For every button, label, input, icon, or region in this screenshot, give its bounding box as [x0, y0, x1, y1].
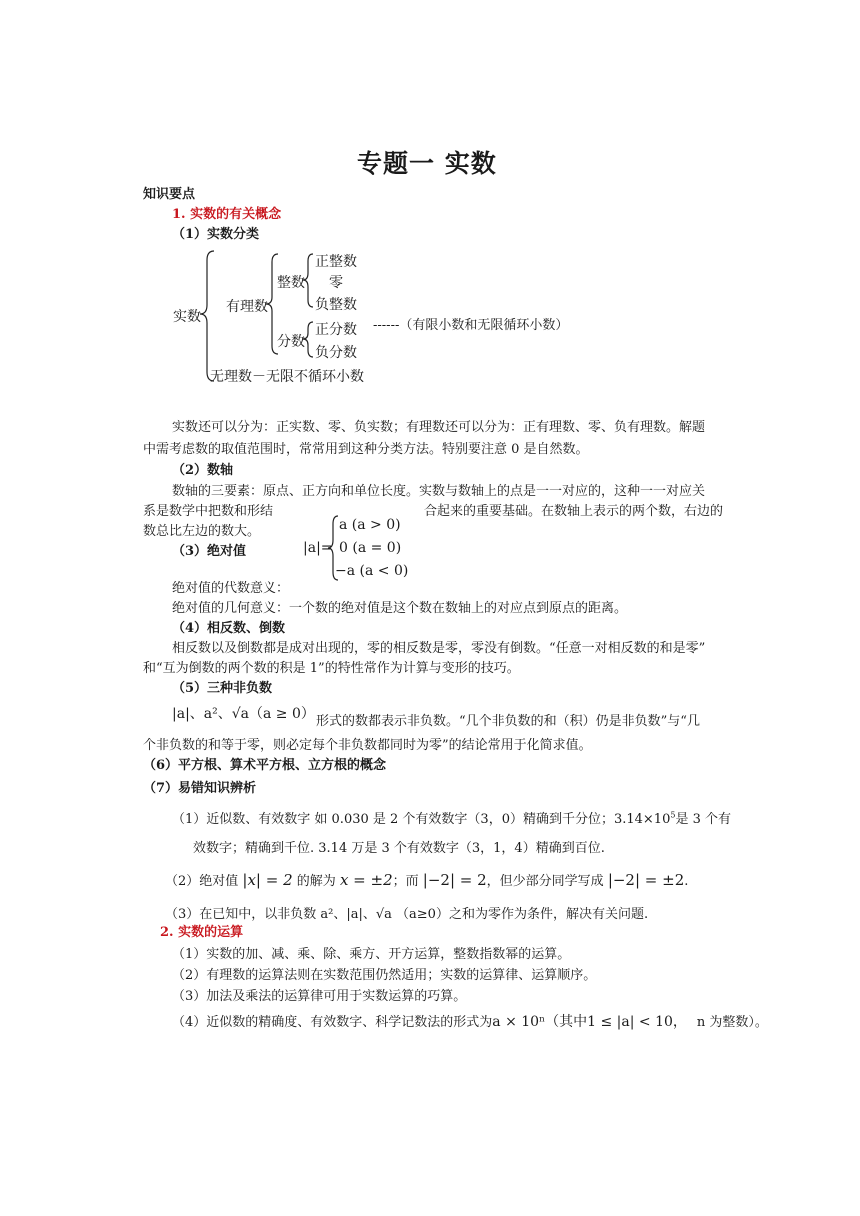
axis-line1: 数轴的三要素：原点、正方向和单位长度。实数与数轴上的点是一一对应的，这种一一对应关: [172, 484, 706, 499]
pitfall-1-exponent: 5: [670, 810, 676, 820]
classification-para-line1: 实数还可以分为：正实数、零、负实数；有理数还可以分为：正有理数、零、负有理数。解题: [172, 420, 706, 435]
subsection-2-heading: （2）数轴: [172, 463, 234, 478]
nonneg-line1: 形式的数都表示非负数。“几个非负数的和（积）仍是非负数”与“几: [316, 714, 700, 729]
section-2-heading: 2. 实数的运算: [160, 925, 244, 940]
tree-fraction-note: ------（有限小数和无限循环小数）: [373, 318, 569, 333]
pitfall-2-eq3: |−2| = 2: [422, 871, 487, 889]
abs-value-lhs: |a|=: [303, 540, 333, 556]
operations-item-4-tail: n 为整数）。: [696, 1015, 768, 1030]
abs-geometric-meaning: 绝对值的几何意义：一个数的绝对值是这个数在数轴上的对应点到原点的距离。: [172, 601, 628, 616]
tree-neg-frac: 负分数: [315, 345, 357, 361]
abs-case-zero: 0 (a = 0): [339, 540, 402, 556]
tree-pos-int: 正整数: [315, 254, 357, 270]
nonneg-line2: 个非负数的和等于零，则必定每个非负数都同时为零”的结论常用于化简求值。: [143, 738, 592, 753]
tree-neg-int: 负整数: [315, 297, 357, 313]
subsection-6-heading: （6）平方根、算术平方根、立方根的概念: [143, 758, 387, 773]
tree-pos-frac: 正分数: [315, 322, 357, 338]
abs-value-brace: [0, 0, 860, 600]
subsection-5-heading: （5）三种非负数: [172, 681, 273, 696]
pitfall-1-line1: [172, 808, 731, 827]
pitfall-2-text-c: ；而: [392, 874, 419, 889]
opposite-line1: 相反数以及倒数都是成对出现的，零的相反数是零，零没有倒数。“任意一对相反数的和是零”: [172, 641, 706, 656]
pitfall-2-text-a: （2）绝对值: [165, 874, 239, 889]
classification-para-line2: 中需考虑数的取值范围时，常常用到这种分类方法。特别要注意 0 是自然数。: [143, 442, 589, 457]
operations-item-4: [172, 1011, 768, 1031]
subsection-1-heading: （1）实数分类: [172, 227, 260, 242]
pitfall-1-line2: 效数字；精确到千位. 3.14 万是 3 个有效数字（3，1，4）精确到百位.: [193, 841, 605, 856]
operations-item-4-text: （4）近似数的精确度、有效数字、科学记数法的形式为: [172, 1015, 493, 1030]
opposite-line2: 和“互为倒数的两个数的积是 1”的特性常作为计算与变形的技巧。: [143, 661, 520, 676]
pitfall-2-eq4: |−2| = ±2: [607, 871, 685, 889]
pitfall-2: [165, 870, 688, 889]
scientific-notation-formula: a × 10ⁿ（其中1 ≤ |a| < 10，: [492, 1014, 687, 1030]
pitfall-2-text-e: .: [684, 874, 689, 889]
axis-line2b: 合起来的重要基础。在数轴上表示的两个数，右边的: [424, 504, 724, 519]
pitfall-2-text-b: 的解为: [296, 874, 336, 889]
tree-rational: 有理数: [226, 299, 268, 315]
abs-case-positive: a (a > 0): [339, 517, 401, 533]
section-1-heading: 1. 实数的有关概念: [172, 207, 282, 222]
pitfall-1-text-a: （1）近似数、有效数字 如 0.030 是 2 个有效数字（3，0）精确到千分位；3.14×10: [172, 812, 671, 827]
abs-algebraic-meaning: 绝对值的代数意义：: [172, 581, 290, 596]
pitfall-3: （3）在已知中，以非负数 a²、|a|、√a （a≥0）之和为零作为条件，解决有关问题.: [165, 907, 649, 922]
page-title: 专题一 实数: [357, 149, 497, 178]
pitfall-1-text-b: 是 3 个有: [675, 812, 731, 827]
subsection-7-heading: （7）易错知识辨析: [143, 781, 257, 796]
pitfall-2-text-d: ，但少部分同学写成: [486, 874, 604, 889]
operations-item-1: （1）实数的加、减、乘、除、乘方、开方运算，整数指数幂的运算。: [172, 947, 571, 962]
operations-item-3: （3）加法及乘法的运算律可用于实数运算的巧算。: [172, 989, 467, 1004]
axis-line3: 数总比左边的数大。: [143, 524, 261, 539]
nonneg-formula: |a|、a²、√a（a ≥ 0）: [172, 706, 315, 722]
tree-irrational: 无理数－无限不循环小数: [210, 369, 364, 385]
subsection-4-heading: （4）相反数、倒数: [172, 621, 286, 636]
tree-zero: 零: [329, 275, 343, 291]
tree-integer: 整数: [277, 275, 305, 291]
pitfall-2-eq1: |x| = 2: [242, 871, 293, 889]
pitfall-2-eq2: x = ±2: [339, 871, 393, 889]
tree-fraction: 分数: [277, 334, 305, 350]
subsection-3-heading: （3）绝对值: [172, 544, 247, 559]
section-header: 知识要点: [143, 187, 196, 202]
operations-item-2: （2）有理数的运算法则在实数范围仍然适用；实数的运算律、运算顺序。: [172, 968, 597, 983]
abs-case-negative: −a (a < 0): [335, 563, 409, 579]
tree-root-real: 实数: [173, 309, 201, 325]
axis-line2a: 系是数学中把数和形结: [143, 504, 274, 519]
